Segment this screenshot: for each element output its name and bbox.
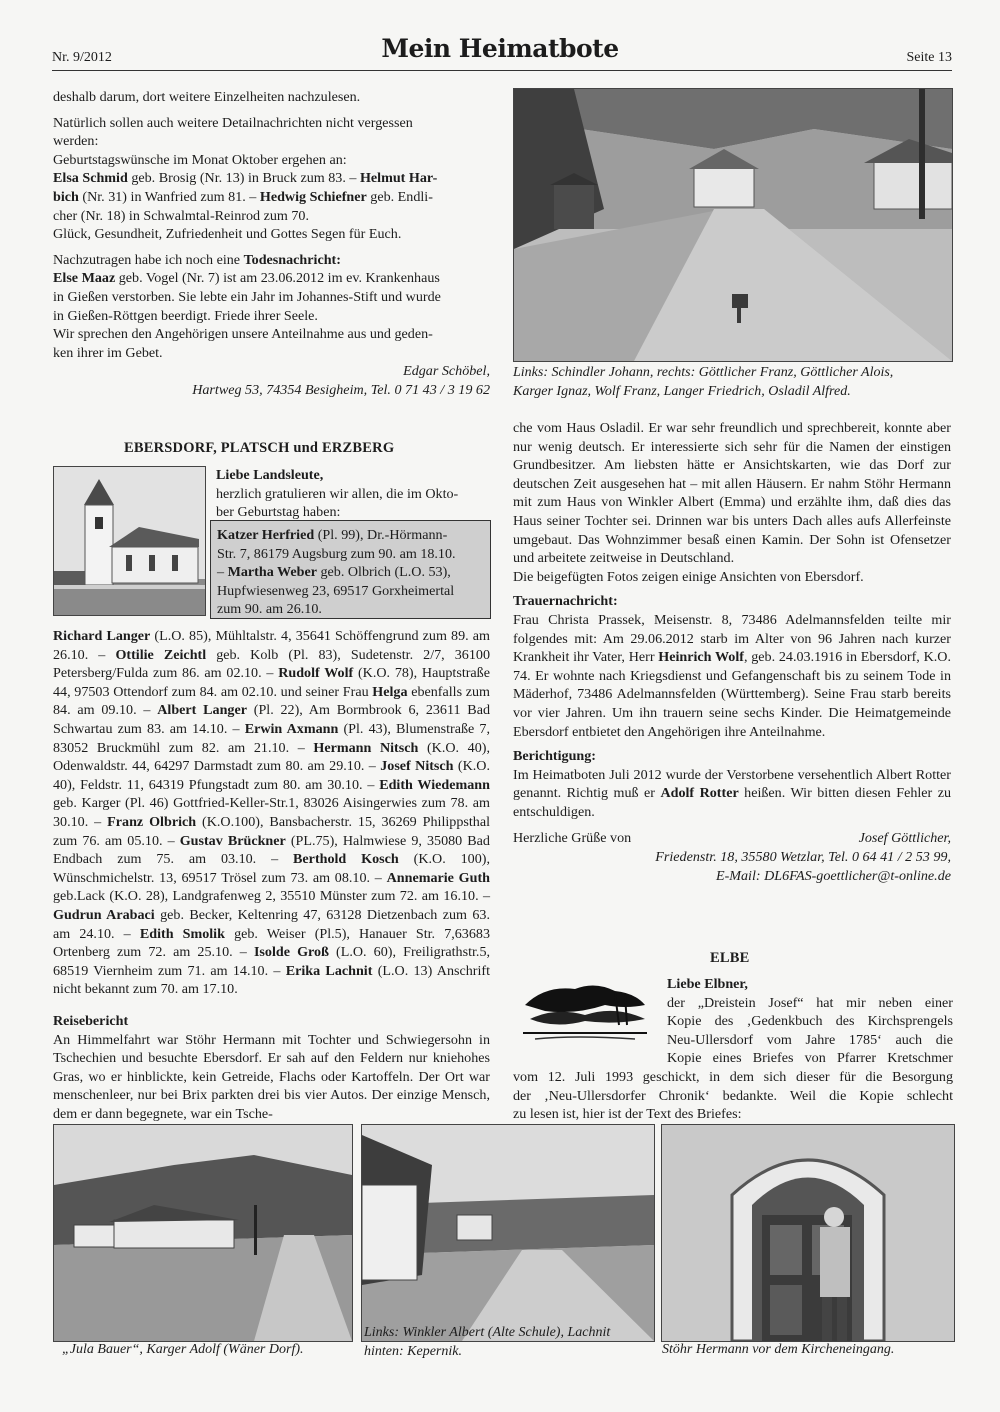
caption-bottom-1: „Jula Bauer“, Karger Adolf (Wäner Dorf). [62, 1342, 304, 1357]
death-line-5: ken ihrer im Gebet. [53, 344, 163, 361]
birthday-details: (K.O. 78), Hauptstraße 44, 97503 Ottendorf zum 84. am 02.10. und seiner Frau [53, 665, 490, 700]
birthday-details: (K.O. 40), Odenwaldstr. 44, 64297 Darmstadt zum 80. am 29.10. – [53, 739, 490, 775]
birthday-person-name: Erika Lachnit [285, 962, 373, 979]
birthday-line-1 [53, 169, 490, 188]
correction-heading [513, 747, 951, 766]
mourning-text-a: Frau Christa Prassek, Meisenstr. 8, 73486 Adelmannsfelden teilte mir folgendes mit: Am 29.06.2012 starb im Alter von 96 Jahren nach kurzer Krankheit ihr Vater, Herr [513, 611, 951, 666]
mourning-text-b: , geb. 24.03.1916 in Ebersdorf, K.O. 74. Er wohnte nach Kriegsdienst und Gefangenschaft bis zu seinem Tode in Mäderhof, 73486 Adelmannsfelden (Württemberg). Seine Frau starb bereits vor vier Jahren. Um ihn trauern seine sechs Kinder. Die Heimatgemeinde Ebersdorf entbietet den Angehörigen ihre Anteilnahme. [513, 649, 951, 740]
birthday-details: (Pl. 22), Am Bormbrook 6, 23611 Bad Schwartau zum 83. am 14.10. – [53, 702, 491, 737]
birthday-person-name: Richard Langer [53, 628, 151, 644]
birthday-details: geb. Becker, Keltenring 47, 63128 Dietzenbach zum 63. am 24.10. – [53, 906, 490, 942]
photo-winkler-albert [361, 1124, 655, 1342]
intro-line-1: herzlich gratulieren wir allen, die im Okto- [216, 485, 459, 502]
box-line-5: zum 90. am 26.10. [217, 601, 322, 618]
box-line-3 [217, 563, 484, 582]
birthday-person-name: Berthold Kosch [293, 851, 399, 868]
birthday-details: (K.O. 40), Feldstr. 11, 64319 Pfungstadt zum 80. am 30.10. – [53, 758, 491, 793]
correction-text-b: heißen. Wir bitten diesen Fehler zu entschuldigen. [513, 785, 952, 820]
birthday-person-name: Albert Langer [157, 702, 247, 719]
left-top-text [53, 88, 490, 400]
box-name: Martha Weber [227, 564, 317, 581]
village-road-illustration [514, 89, 952, 361]
greeting-text: Liebe Landsleute, [216, 467, 324, 483]
masthead-title: Mein Heimatbote [381, 34, 619, 63]
page-number: Seite 13 [906, 50, 952, 65]
correction-text-a: Im Heimatboten Juli 2012 wurde der Verstorbene versehentlich Albert Rotter genannt. Richtig muß er [513, 766, 951, 802]
elbe-line-3: Neu-Ullersdorf vom Jahre 1785‘ auch die [667, 1031, 953, 1048]
photo-church-entrance-illustration [662, 1125, 954, 1341]
report-continuation: che vom Haus Osladil. Er war sehr freundlich und sprechbereit, konnte aber nur wenig deutsch. Er interessierte sich sehr für die Namen der einstigen Grundbesitzer. Am liebsten hätte er Ansichtskarten, wie das Dorf zur deutschen Zeit ausgesehen hat – mit allen Häusern. Er nahm Stöhr Hermann mit zum Haus von Winkler Albert (Emma) und erzählte ihm, daß dies das Haus seiner Tochter sei. Drinnen war bis unters Dach alles aufs Allerfeinste umgebaut. Das Wohnzimmer besaß einen Kamin. Der Sohn ist Ofensetzer und arbeitete zeitweise in Deutschland. [513, 420, 951, 567]
wish-line: Glück, Gesundheit, Zufriedenheit und Gottes Segen für Euch. [53, 226, 402, 243]
elbe-greeting: Liebe Elbner, [667, 976, 748, 992]
birthday-details: (L.O. 13) Anschrift nicht bekannt zum 70. am 17.10. [53, 962, 491, 998]
correction-text [513, 766, 951, 822]
caption-line-2: Karger Ignaz, Wolf Franz, Langer Friedrich, Osladil Alfred. [513, 383, 851, 399]
birthday-line-3: cher (Nr. 18) in Schwalmtal-Reinrod zum 70. [53, 207, 309, 224]
birthday-details: geb.Lack (K.O. 28), Landgrafenweg 2, 35510 Münster zum 72. am 16.10. – [53, 888, 490, 905]
highlight-birthday-box [210, 520, 491, 619]
death-line-3: in Gießen-Röttgen beerdigt. Friede ihrer Seele. [53, 307, 318, 324]
birthday-line-2 [53, 188, 490, 207]
paragraph-details-l1: Natürlich sollen auch weitere Detailnachrichten nicht vergessen [53, 114, 413, 131]
mourning-heading-text: Trauernachricht: [513, 593, 618, 610]
header-rule [52, 70, 952, 71]
birthday-details: ebenfalls zum 84. am 09.10. – [53, 683, 491, 719]
travel-report-text: An Himmelfahrt war Stöhr Hermann mit Tochter und Schwiegersohn in Tschechien und besuchte Ebersdorf. Er sah auf den Feldern nur kniehohes Gras, wo er hinblickte, kein Getreide, Flachs oder Kartoffeln. Der Ort war menschenleer, nur bei Brix parkten drei bis vier Autos. Der einzige Mensch, dem er dann begegnete, war ein Tsche- [53, 1031, 490, 1122]
birthday-details: (PL.75), Halmwiese 9, 35080 Bad Endbach zum 75. am 03.10. – [53, 832, 490, 868]
birthday-text: geb. Endli- [366, 188, 433, 205]
elbe-line-2: Kopie des ‚Gedenkbuch des Kirchsprengels [667, 1013, 953, 1030]
travel-report [53, 1012, 490, 1124]
travel-report-heading [53, 1012, 490, 1031]
birthday-details: (K.O.100), Bansbacherstr. 15, 36269 Philippsthal zum 76. am 05.10. – [53, 813, 491, 849]
section-heading-elbe: ELBE [710, 950, 750, 966]
village-road-photo [513, 88, 953, 362]
birthday-list [53, 627, 490, 999]
caption-bottom-2-line-1: Links: Winkler Albert (Alte Schule), Lachnit [364, 1325, 611, 1340]
box-line-4: Hupfwiesenweg 23, 69517 Gorxheimertal [217, 582, 455, 599]
photo-jula-bauer [53, 1124, 353, 1342]
caption-bottom-2 [364, 1324, 656, 1361]
birthday-person-name: Gustav Brückner [179, 832, 286, 849]
correction-heading-text: Berichtigung: [513, 748, 596, 765]
birthday-details: (K.O. 100), Wünschmichelstr. 13, 69517 Trösel zum 73. am 08.10. – [53, 851, 490, 886]
birthday-person-name: Annemarie Guth [386, 869, 490, 886]
birthday-person-name: Helga [372, 683, 408, 700]
mourning-heading [513, 592, 951, 611]
elbe-line-5: vom 12. Juli 1993 geschickt, in dem sich dieser für die Besorgung [513, 1069, 953, 1085]
section-heading-ebersdorf: EBERSDORF, PLATSCH und ERZBERG [124, 440, 395, 456]
box-line-2: Str. 7, 86179 Augsburg zum 90. am 18.10. [217, 545, 456, 562]
birthday-details: geb. Kolb (Pl. 83), Sudetenstr. 2/7, 36100 Petersberg/Fulda zum 86. am 02.10. – [53, 646, 490, 682]
birthday-person-name: Edith Smolik [139, 925, 225, 942]
elbe-line-4: Kopie eines Briefes von Pfarrer Kretschmer [667, 1050, 953, 1067]
birthday-name: Hedwig Schiefner [259, 188, 367, 205]
caption-line-1: Links: Schindler Johann, rechts: Göttlicher Franz, Göttlicher Alois, [513, 365, 894, 380]
signature-name: Edgar Schöbel, [403, 363, 490, 380]
death-intro-text: Nachzutragen habe ich noch eine [53, 251, 244, 268]
caption-bottom-3: Stöhr Hermann vor dem Kircheneingang. [662, 1342, 895, 1357]
landscape-sketch-illustration [515, 975, 655, 1047]
birthday-details: (Pl. 43), Blumenstraße 7, 83052 Bruckmühl zum 82. am 21.10. – [53, 720, 490, 756]
box-text: (Pl. 99), Dr.-Hörmann- [314, 527, 448, 543]
elbe-letter-continued [513, 1068, 953, 1124]
elbe-line-1: der „Dreistein Josef“ hat mir neben einer [667, 994, 953, 1011]
intro-line-2: ber Geburtstag haben: [216, 504, 341, 521]
death-line-2: in Gießen verstorben. Sie lebte ein Jahr im Johannes-Stift und wurde [53, 288, 441, 305]
caption-bottom-2-line-2: hinten: Kepernik. [364, 1343, 462, 1359]
birthday-details: (L.O. 85), Mühltalstr. 4, 35641 Schöffengrund zum 89. am 26.10. – [53, 628, 490, 663]
birthday-person-name: Hermann Nitsch [313, 739, 419, 756]
signature-address-right: Friedenstr. 18, 35580 Wetzlar, Tel. 0 64 41 / 2 53 99, [655, 849, 951, 866]
birthday-person-name: Isolde Groß [253, 944, 329, 961]
right-column-text [513, 419, 951, 886]
signature-name-right: Josef Göttlicher, [858, 830, 951, 847]
birthday-details: geb. Weiser (Pl.5), Hanauer Str. 7,63683 Ortenberg zum 72. am 25.10. – [53, 925, 490, 961]
death-intro [53, 251, 490, 270]
photo-winkler-albert-illustration [362, 1125, 654, 1341]
birthday-name: bich [53, 188, 79, 205]
greeting-row [513, 829, 951, 848]
box-line-1 [217, 526, 484, 545]
birthday-list-text [53, 627, 490, 999]
elbe-line-7: zu lesen ist, hier ist der Text des Briefes: [513, 1106, 742, 1123]
birthday-person-name: Erwin Axmann [244, 720, 339, 737]
deceased-name: Else Maaz [53, 270, 116, 287]
photos-note: Die beigefügten Fotos zeigen einige Ansichten von Ebersdorf. [513, 568, 864, 585]
birthday-text: geb. Brosig (Nr. 13) in Bruck zum 83. – [127, 170, 360, 187]
elbe-greeting-line [667, 975, 953, 994]
greeting-line [216, 466, 496, 485]
box-name: Katzer Herfried [217, 527, 315, 543]
birthday-person-name: Gudrun Arabaci [53, 906, 155, 923]
death-line-4: Wir sprechen den Angehörigen unsere Anteilnahme aus und geden- [53, 326, 433, 343]
paragraph-details-l2: werden: [53, 133, 99, 150]
birthday-person-name: Rudolf Wolf [278, 665, 354, 682]
issue-number: Nr. 9/2012 [52, 50, 112, 65]
paragraph-details-l3: Geburtstagswünsche im Monat Oktober ergehen an: [53, 151, 347, 168]
elbe-letter-intro [667, 975, 953, 1068]
report-heading-text: Reisebericht [53, 1013, 129, 1029]
birthday-person-name: Franz Olbrich [107, 813, 197, 830]
photo-caption-top [513, 364, 953, 401]
birthday-name: Elsa Schmid [53, 170, 128, 187]
death-text: geb. Vogel (Nr. 7) ist am 23.06.2012 im ev. Krankenhaus [115, 270, 440, 287]
box-text: geb. Olbrich (L.O. 53), [316, 564, 451, 581]
correction-name: Adolf Rotter [660, 785, 739, 802]
birthday-details: (L.O. 60), Freiligrathstr.5, 68519 Viernheim zum 71. am 14.10. – [53, 944, 491, 979]
death-line-1 [53, 269, 490, 288]
photo-jula-bauer-illustration [54, 1125, 352, 1341]
signature-address: Hartweg 53, 74354 Besigheim, Tel. 0 71 43 / 3 19 62 [192, 381, 490, 398]
signature-email: E-Mail: DL6FAS-goettlicher@t-online.de [715, 868, 951, 885]
church-photo [53, 466, 206, 616]
church-illustration [54, 467, 205, 615]
birthday-details: geb. Karger (Pl. 46) Gottfried-Keller-Str.1, 83026 Aisingerwies zum 78. am 30.10. – [53, 795, 490, 830]
birthday-person-name: Ottilie Zeichtl [115, 646, 207, 663]
mourning-text [513, 611, 951, 741]
box-dash: – [217, 564, 228, 581]
birthday-person-name: Josef Nitsch [380, 758, 454, 775]
mourning-name: Heinrich Wolf [658, 649, 744, 666]
birthday-person-name: Edith Wiedemann [379, 776, 490, 793]
elbe-line-6: der ‚Neu-Ullersdorfer Chronik‘ bedankte. Weil die Kopie schlecht [513, 1087, 953, 1104]
death-heading: Todesnachricht: [243, 251, 341, 268]
landscape-sketch [515, 975, 655, 1047]
paragraph-intro: deshalb darum, dort weitere Einzelheiten nachzulesen. [53, 89, 361, 105]
photo-church-entrance [661, 1124, 955, 1342]
birthday-name: Helmut Har- [359, 170, 438, 187]
closing-greeting: Herzliche Grüße von [513, 830, 632, 847]
birthday-text: (Nr. 31) in Wanfried zum 81. – [78, 188, 260, 205]
ebersdorf-greeting [216, 466, 496, 522]
